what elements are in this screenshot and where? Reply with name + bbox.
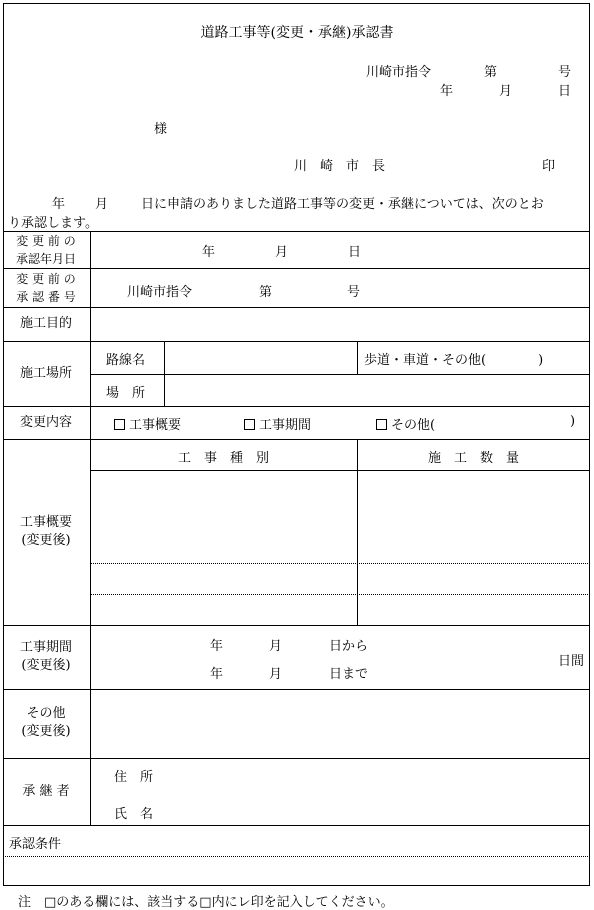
change-option-summary[interactable]: 工事概要: [114, 414, 181, 433]
prev-number-go: 号: [347, 285, 361, 300]
intro-text: 日に申請のありました道路工事等の変更・承継については、次のとお: [141, 197, 544, 212]
issuer-dai: 第: [484, 65, 498, 80]
seal-mark: 印: [542, 159, 556, 174]
road-type: 歩道・車道・その他( ): [364, 353, 544, 368]
change-label: 変更内容: [19, 415, 72, 430]
period-to-year: 年: [210, 667, 224, 682]
period-to-month: 月: [269, 667, 283, 682]
change-option-close: ): [570, 414, 576, 429]
document-title: 道路工事等(変更・承継)承認書: [200, 25, 394, 41]
change-option-period[interactable]: 工事期間: [244, 414, 311, 433]
period-from-month: 月: [269, 639, 283, 654]
header-day: 日: [558, 84, 572, 99]
prev-date-day: 日: [348, 245, 362, 260]
location-label: 場 所: [106, 386, 146, 401]
period-from: 日から: [329, 639, 369, 654]
quantity-header: 施 工 数 量: [427, 451, 519, 466]
intro-year: 年: [52, 197, 66, 212]
route-label: 路線名: [106, 353, 146, 368]
issuer-go: 号: [558, 65, 572, 80]
conditions-label: 承認条件: [9, 837, 62, 852]
checkbox-icon: [114, 419, 125, 430]
mayor-title: 川 崎 市 長: [294, 159, 386, 174]
intro-text-2: り承認します。: [8, 216, 98, 231]
period-from-year: 年: [210, 639, 224, 654]
recipient-sama: 様: [154, 122, 168, 137]
successor-label: 承 継 者: [22, 784, 70, 799]
name-label: 氏 名: [114, 807, 154, 822]
prev-date-label: 変 更 前 の 承認年月日: [15, 234, 76, 266]
issuer-city: 川崎市指令: [366, 65, 432, 80]
prev-number-label: 変 更 前 の 承 認 番 号: [16, 272, 76, 304]
other-label: その他 (変更後): [21, 706, 71, 739]
address-label: 住 所: [114, 770, 154, 785]
place-label: 施工場所: [19, 366, 72, 381]
period-to: 日まで: [329, 667, 369, 682]
change-option-other[interactable]: その他(: [376, 414, 435, 433]
prev-number-city: 川崎市指令: [127, 285, 193, 300]
intro-month: 月: [95, 197, 109, 212]
prev-date-month: 月: [275, 245, 289, 260]
period-label: 工事期間 (変更後): [19, 640, 72, 673]
header-month: 月: [499, 84, 513, 99]
header-year: 年: [440, 84, 454, 99]
footnote: 注 □のある欄には、該当する□内にレ印を記入してください。: [18, 895, 394, 910]
prev-date-year: 年: [202, 245, 216, 260]
summary-label: 工事概要 (変更後): [19, 515, 72, 548]
checkbox-icon: [244, 419, 255, 430]
kind-header: 工 事 種 別: [177, 451, 269, 466]
form-frame: [3, 3, 590, 886]
checkbox-icon: [376, 419, 387, 430]
purpose-label: 施工目的: [19, 316, 72, 331]
prev-number-dai: 第: [259, 285, 273, 300]
period-days: 日間: [558, 654, 585, 669]
